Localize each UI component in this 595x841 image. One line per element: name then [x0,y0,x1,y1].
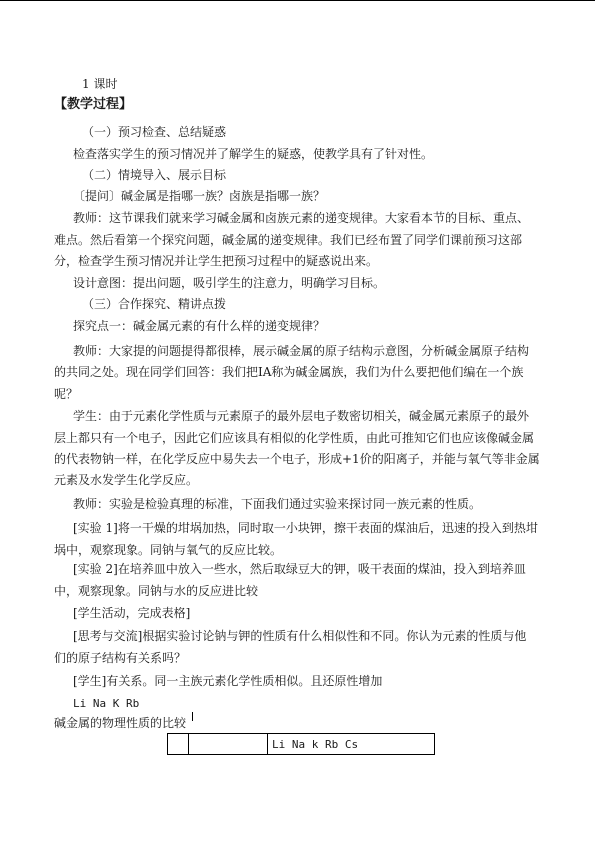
paragraph: 中，观察现象。同钠与水的反应进比较 [54,584,259,598]
paragraph: 检查落实学生的预习情况并了解学生的疑惑，使教学具有了针对性。 [73,147,434,161]
paragraph: 的共同之处。现在同学们回答：我们把ⅠA称为碱金属族，我们为什么要把他们编在一个族 [54,365,524,379]
paragraph: 层上都只有一个电子，因此它们应该具有相似的化学性质，由此可推知它们也应该像碱金属 [54,431,535,445]
top-rule [0,0,595,1]
paragraph: 〔提问〕碱金属是指哪一族？卤族是指哪一族？ [73,189,326,203]
paragraph: （三）合作探究、精讲点拨 [82,297,227,311]
paragraph: 探究点一：碱金属元素的有什么样的递变规律？ [73,319,326,333]
paragraph: 呢？ [54,387,79,401]
paragraph: 学生：由于元素化学性质与元素原子的最外层电子数密切相关，碱金属元素原子的最外 [73,409,530,423]
paragraph: 埚中，观察现象。同钠与氧气的反应比较。 [54,543,283,557]
comparison-table [167,733,435,755]
paragraph: 难点。然后看第一个探究问题，碱金属的递变规律。我们已经布置了同学们课前预习这部 [54,233,523,247]
cursor-mark [192,712,193,721]
paragraph: [学生]有关系。同一主族元素化学性质相似。且还原性增加 [73,674,383,688]
paragraph: [学生活动，完成表格] [73,606,191,620]
paragraph: （一）预习检查、总结疑惑 [82,125,227,139]
paragraph: （二）情境导入、展示目标 [82,168,227,182]
table-row [168,734,435,755]
table-cell [168,734,189,755]
paragraph: [实验 1]将一干燥的坩埚加热，同时取一小块钾，擦干表面的煤油后，迅速的投入到热坩 [73,521,538,535]
paragraph: 教师：实验是检验真理的标准，下面我们通过实验来探讨同一族元素的性质。 [73,497,482,511]
table-caption: 碱金属的物理性质的比较 [54,716,187,730]
paragraph: 教师：大家提的问题提得都很棒，展示碱金属的原子结构示意图，分析碱金属原子结构 [73,344,530,358]
paragraph: 设计意图：提出问题，吸引学生的注意力，明确学习目标。 [73,276,386,290]
paragraph: [实验 2]在培养皿中放入一些水，然后取绿豆大的钾，吸干表面的煤油，投入到培养皿 [73,562,526,576]
section-heading: 【教学过程】 [54,97,133,112]
paragraph: 教师：这节课我们就来学习碱金属和卤族元素的递变规律。大家看本节的目标、重点、 [73,211,530,225]
paragraph: 们的原子结构有关系吗？ [54,651,187,665]
paragraph: [思考与交流]根据实验讨论钠与钾的性质有什么相似性和不同。你认为元素的性质与他 [73,629,527,643]
table-cell: Li Na k Rb Cs [268,734,435,755]
paragraph: 的代表物钠一样，在化学反应中易失去一个电子，形成+1价的阳离子，并能与氧气等非金属 [54,452,540,466]
paragraph: 元素及水发学生化学反应。 [54,473,199,487]
table-cell [189,734,268,755]
paragraph: 分，检查学生预习情况并让学生把预习过程中的疑惑说出来。 [54,254,379,268]
lesson-time: 1 课时 [82,77,118,91]
element-symbols: Li Na K Rb [73,697,140,710]
